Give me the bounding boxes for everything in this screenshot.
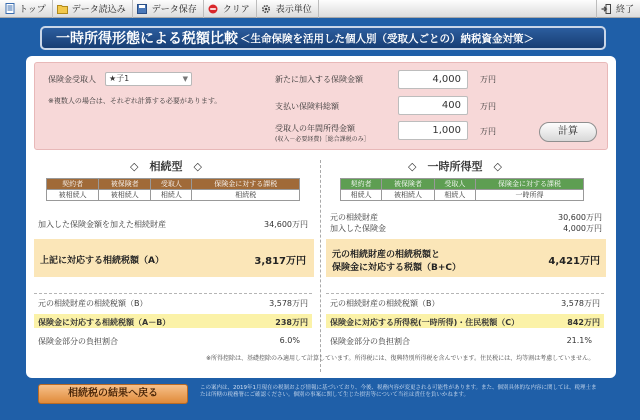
- inheritance-estate-value: 34,600万円: [264, 220, 308, 229]
- new-insurance-unit: 万円: [480, 75, 496, 84]
- calculation-note: ※所得控除は、基礎控除のみ適用して計算しています。所得税には、復興特別所得税を含んでいます。住民税には、均等割は考慮していません。: [206, 355, 595, 362]
- display-unit-label: 表示単位: [275, 5, 312, 15]
- inheritance-estate-label: 加入した保険金額を加えた相続財産: [38, 220, 166, 229]
- top-button[interactable]: [0, 0, 53, 18]
- page-title-bar: [40, 26, 606, 50]
- load-data-label: データ読込み: [71, 5, 126, 15]
- added-insurance-value: 4,000万円: [563, 224, 602, 233]
- clear-label: クリア: [222, 5, 250, 15]
- role-cell: 相続人: [341, 190, 382, 201]
- inheritance-b-label: 元の相続財産の相続税額（B）: [38, 299, 148, 308]
- inheritance-ab-label: 保険金に対応する相続税額（A－B）: [38, 318, 171, 327]
- inheritance-b-value: 3,578万円: [269, 299, 308, 308]
- toolbar: [0, 0, 640, 18]
- exit-button[interactable]: [596, 0, 640, 18]
- premium-input[interactable]: 400: [398, 96, 468, 115]
- role-header: 保険金に対する課税: [192, 179, 300, 190]
- new-insurance-label: 新たに加入する保険金額: [275, 75, 363, 84]
- temporary-b-label: 元の相続財産の相続税額（B）: [330, 299, 440, 308]
- save-data-button[interactable]: [133, 0, 204, 18]
- inheritance-ab-value: 238万円: [275, 318, 308, 327]
- temporary-tax-total-label-2: 保険金に対応する税額（B+C）: [332, 263, 462, 273]
- top-button-label: トップ: [19, 5, 46, 15]
- premium-unit: 万円: [480, 102, 496, 111]
- inheritance-section-title: ◇ 相続型 ◇: [130, 160, 202, 173]
- role-header: 受取人: [151, 179, 192, 190]
- dash-separator: [326, 293, 604, 294]
- document-icon: [4, 3, 15, 14]
- inheritance-tax-total-label: 上記に対応する相続税額（A）: [40, 256, 164, 266]
- original-estate-value: 30,600万円: [558, 213, 602, 222]
- inheritance-tax-total-value: 3,817万円: [254, 256, 306, 267]
- save-data-label: データ保存: [151, 5, 197, 15]
- gear-icon: [261, 3, 272, 14]
- temporary-c-label: 保険金に対応する所得税(一時所得)・住民税額（C）: [330, 318, 520, 327]
- recipient-label: 保険金受取人: [48, 75, 96, 84]
- inheritance-ratio-label: 保険金部分の負担割合: [38, 337, 118, 346]
- temporary-b-value: 3,578万円: [561, 299, 600, 308]
- role-cell: 一時所得: [475, 190, 583, 201]
- disclaimer-text: この案内は、2019年1月現在の税制および情報に基づいており、今後、税務内容が変更される可能性があります。また、個別具体的な内容に関しては、税理士または所轄の税務署にご確認ください。個別の事案に関して生じた損害等について当社は責任を負いかねます。: [200, 385, 597, 398]
- role-cell: 相続人: [434, 190, 475, 201]
- role-cell: 被相続人: [382, 190, 434, 201]
- page-subtitle: ＜生命保険を活用した個人別（受取人ごとの）納税資金対策＞: [240, 32, 534, 45]
- temporary-section-title: ◇ 一時所得型 ◇: [408, 160, 502, 173]
- inheritance-ratio-value: 6.0%: [279, 336, 300, 345]
- role-header: 被保険者: [382, 179, 434, 190]
- temporary-role-table: [340, 178, 584, 201]
- display-unit-button[interactable]: [257, 0, 319, 18]
- role-cell: 相続税: [192, 190, 300, 201]
- temporary-tax-total-value: 4,421万円: [548, 256, 600, 267]
- exit-label: 終了: [615, 5, 634, 15]
- income-input[interactable]: 1,000: [398, 121, 468, 140]
- clear-icon: [208, 3, 219, 14]
- role-header: 契約者: [341, 179, 382, 190]
- recipient-select[interactable]: [105, 72, 192, 86]
- new-insurance-input[interactable]: 4,000: [398, 70, 468, 89]
- page-title: 一時所得形態による税額比較: [56, 31, 238, 47]
- calculate-button[interactable]: 計算: [539, 122, 597, 142]
- added-insurance-label: 加入した保険金: [330, 224, 386, 233]
- income-unit: 万円: [480, 127, 496, 136]
- chevron-down-icon: ▼: [182, 75, 188, 83]
- dash-separator: [34, 293, 312, 294]
- role-header: 保険金に対する課税: [475, 179, 583, 190]
- role-header: 被保険者: [99, 179, 151, 190]
- load-data-button[interactable]: [53, 0, 133, 18]
- recipient-note: ※複数人の場合は、それぞれ計算する必要があります。: [48, 97, 222, 105]
- inheritance-role-table: [46, 178, 300, 201]
- role-header: 契約者: [47, 179, 99, 190]
- folder-open-icon: [57, 3, 68, 14]
- income-note: (収入－必要経費)［総合課税のみ］: [275, 136, 370, 143]
- role-cell: 被相続人: [99, 190, 151, 201]
- role-header: 受取人: [434, 179, 475, 190]
- original-estate-label: 元の相続財産: [330, 213, 378, 222]
- temporary-ratio-label: 保険金部分の負担割合: [330, 337, 410, 346]
- premium-label: 支払い保険料総額: [275, 102, 339, 111]
- temporary-c-value: 842万円: [567, 318, 600, 327]
- back-to-inheritance-result-button[interactable]: 相続税の結果へ戻る: [38, 384, 188, 404]
- save-icon: [137, 3, 148, 14]
- income-label: 受取人の年間所得金額: [275, 124, 355, 133]
- section-divider: [320, 160, 321, 372]
- recipient-value: ★子1: [109, 74, 130, 83]
- clear-button[interactable]: [204, 0, 257, 18]
- temporary-tax-total-label-1: 元の相続財産の相続税額と: [332, 250, 441, 260]
- role-cell: 相続人: [151, 190, 192, 201]
- role-cell: 被相続人: [47, 190, 99, 201]
- exit-icon: [601, 3, 612, 14]
- temporary-ratio-value: 21.1%: [566, 336, 592, 345]
